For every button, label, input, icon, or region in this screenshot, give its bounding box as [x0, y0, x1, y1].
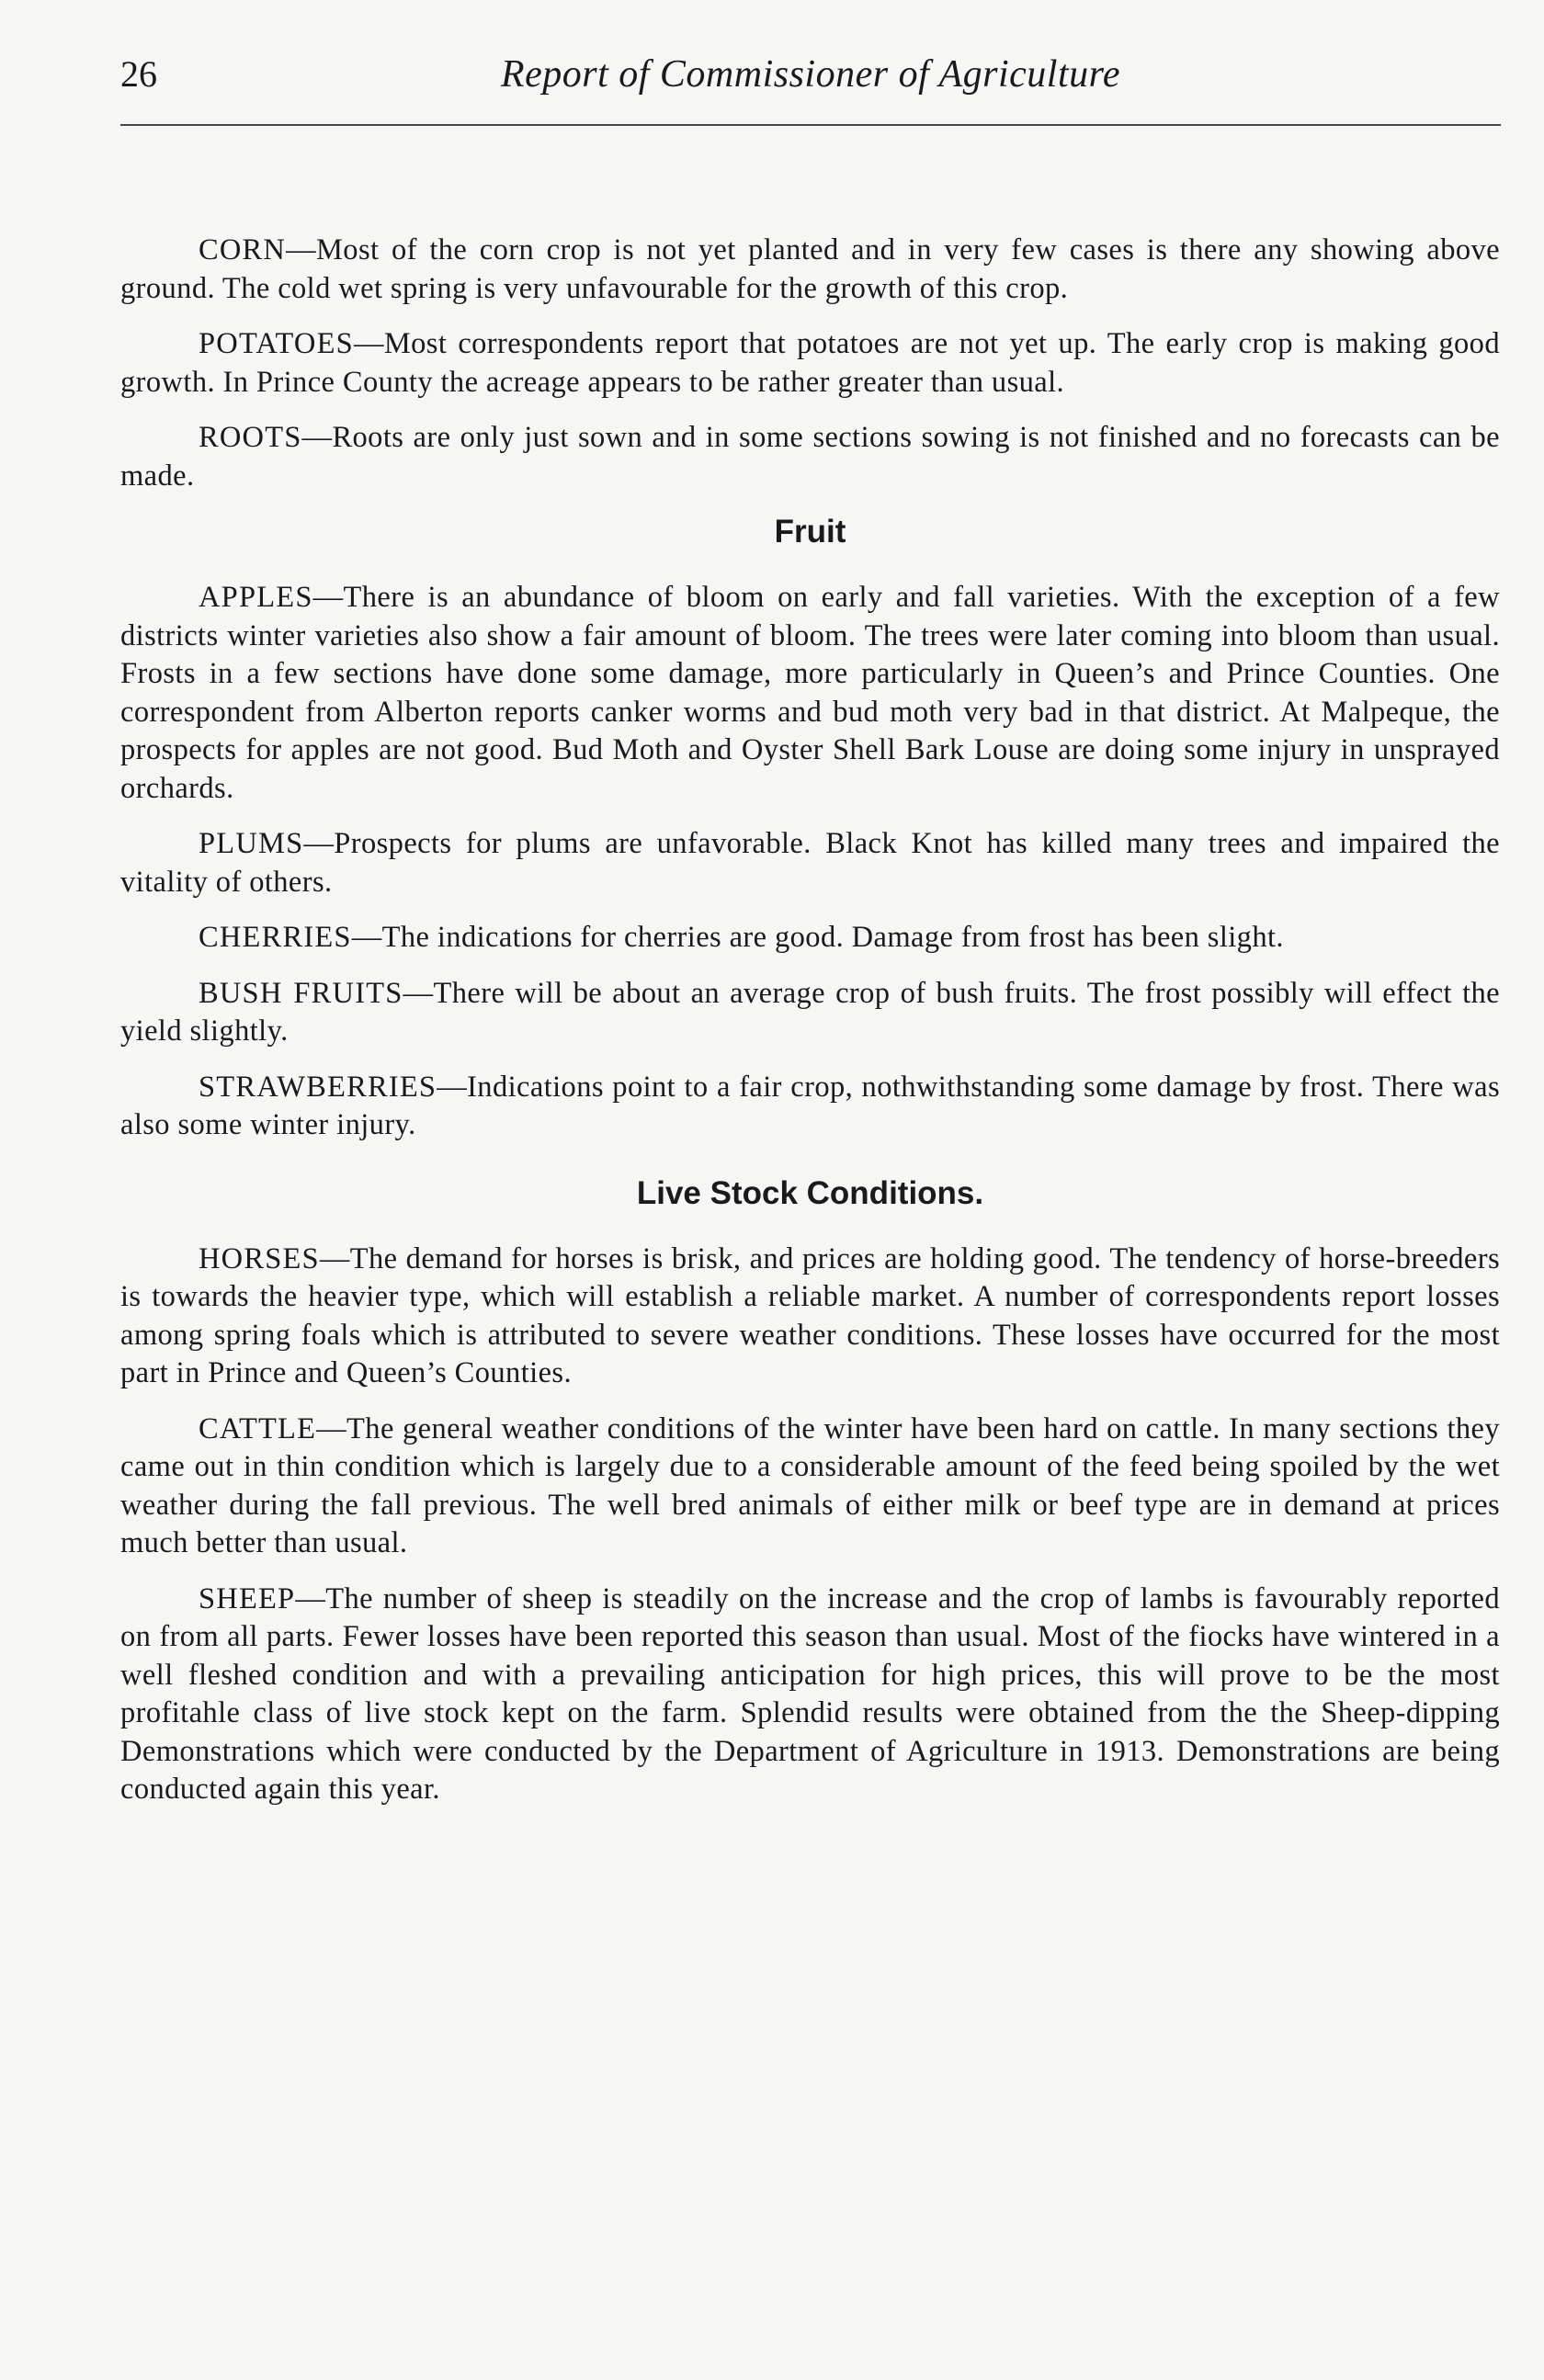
entry-label: HORSES [199, 1241, 320, 1275]
entry-text: —The number of sheep is steadily on the increase and the crop of lambs is favourably reported on from all parts. Fewer losses have been reported this season than usual. Most of the fiocks have wintered in a well fleshed condition and with a prevailing anticipation for high prices, this will prove to be the most profitahle class of live stock kept on the farm. Splendid results were obtained from the the Sheep-dipping Demonstrations which were conducted by the Department of Agriculture in 1913. Demonstrations are being conducted again this year. [120, 1581, 1500, 1806]
entry-text: —The indications for cherries are good. Damage from frost has been slight. [351, 921, 1284, 954]
entry-cherries [120, 919, 1500, 958]
entry-horses [120, 1241, 1500, 1393]
page-content [120, 126, 1500, 1809]
entry-text: —Most of the corn crop is not yet planted and in very few cases is there any showing above ground. The cold wet spring is very unfavourable for the growth of this crop. [120, 233, 1500, 305]
section-heading-live-stock: Live Stock Conditions. [636, 1174, 984, 1211]
entry-label: CATTLE [199, 1411, 317, 1445]
entry-text: —The demand for horses is brisk, and prices are holding good. The tendency of horse-breeders is towards the heavier type, which will establish a reliable market. A number of correspondents report losses among spring foals which is attributed to severe weather conditions. These losses have occurred for the most part in Prince and Queen’s Counties. [120, 1241, 1500, 1389]
entry-text: —There will be about an average crop of bush fruits. The frost possibly will effect the yield slightly. [120, 976, 1500, 1048]
entry-text: —There is an abundance of bloom on early and fall varieties. With the exception of a few districts winter varieties also show a fair amount of bloom. The trees were later coming into bloom than usual. Frosts in a few sections have done some damage, more particularly in Queen’s and Prince Counties. One correspondent from Alberton reports canker worms and bud moth very bad in that district. At Malpeque, the prospects for apples are not good. Bud Moth and Oyster Shell Bark Louse are doing some injury in unsprayed orchards. [120, 581, 1500, 805]
entry-potatoes [120, 325, 1500, 402]
section-heading-fruit: Fruit [774, 514, 846, 550]
entry-label: CHERRIES [199, 921, 352, 954]
entry-label: POTATOES [199, 327, 354, 360]
entry-sheep [120, 1581, 1500, 1809]
entry-label: APPLES [199, 581, 313, 614]
entry-strawberries [120, 1069, 1500, 1145]
running-head-title: Report of Commissioner of Agriculture [500, 53, 1121, 96]
entry-text: —Roots are only just sown and in some sections sowing is not finished and no forecasts can be made. [120, 421, 1500, 493]
entry-text: —Indications point to a fair crop, nothwithstanding some damage by frost. There was also some winter injury. [120, 1070, 1500, 1141]
entry-apples [120, 579, 1500, 808]
entry-label: SHEEP [199, 1581, 296, 1615]
entry-label: PLUMS [199, 827, 304, 860]
entry-label: STRAWBERRIES [199, 1070, 437, 1104]
entry-cattle [120, 1411, 1500, 1563]
entry-text: —Most correspondents report that potatoes are not yet up. The early crop is making good growth. In Prince County the acreage appears to be rather greater than usual. [120, 327, 1500, 399]
running-head [120, 51, 1501, 126]
entry-text: —Prospects for plums are unfavorable. Black Knot has killed many trees and impaired the vitality of others. [120, 827, 1500, 899]
entry-label: ROOTS [199, 421, 302, 454]
entry-text: —The general weather conditions of the winter have been hard on cattle. In many sections they came out in thin condition which is largely due to a considerable amount of the feed being spoiled by the wet weather during the fall previous. The well bred animals of either milk or beef type are in demand at prices much better than usual. [120, 1411, 1500, 1559]
entry-corn [120, 232, 1500, 308]
entry-label: BUSH FRUITS [199, 976, 403, 1010]
entry-roots [120, 419, 1500, 495]
entry-plums [120, 825, 1500, 901]
entry-bush-fruits [120, 975, 1500, 1051]
page-number: 26 [120, 53, 157, 95]
entry-label: CORN [199, 233, 287, 266]
